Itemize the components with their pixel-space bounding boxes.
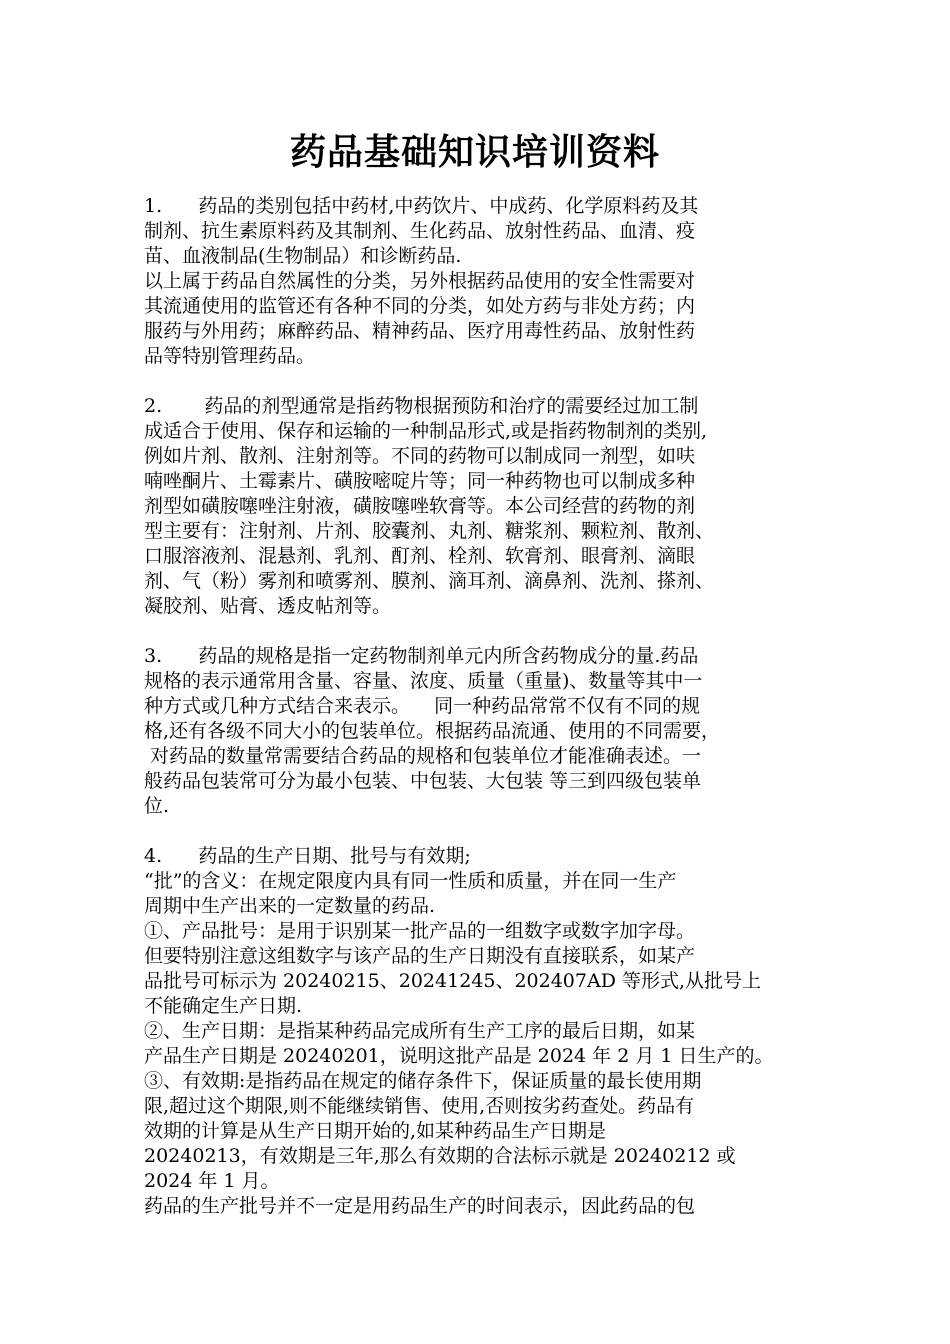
- text-line: 凝胶剂、贴膏、透皮帖剂等。: [144, 595, 392, 617]
- text-line: 对药品的数量常需要结合药品的规格和包装单位才能准确表述。一: [144, 745, 702, 767]
- paragraph: [144, 394, 824, 619]
- text-line: 3. 药品的规格是指一定药物制剂单元内所含药物成分的量.药品: [144, 645, 699, 667]
- text-line: 但要特别注意这组数字与该产品的生产日期没有直接联系，如某产: [144, 945, 696, 967]
- text-line: 喃唑酮片、土霉素片、磺胺嘧啶片等；同一种药物也可以制成多种: [144, 470, 696, 492]
- document-title: 药品基础知识培训资料: [289, 131, 660, 173]
- text-line: 不能确定生产日期.: [144, 995, 303, 1017]
- text-line: 效期的计算是从生产日期开始的,如某种药品生产日期是: [144, 1120, 607, 1142]
- paragraph: [144, 194, 824, 369]
- text-line: 2. 药品的剂型通常是指药物根据预防和治疗的需要经过加工制: [144, 395, 699, 417]
- paragraph: [144, 644, 824, 819]
- text-line: 位.: [144, 795, 170, 817]
- text-line: 剂、气（粉）雾剂和喷雾剂、膜剂、滴耳剂、滴鼻剂、洗剂、搽剂、: [144, 570, 715, 592]
- text-line: 苗、血液制品(生物制品）和诊断药品.: [144, 245, 462, 267]
- paragraph-gap: [144, 619, 824, 644]
- text-line: 剂型如磺胺噻唑注射液，磺胺噻唑软膏等。本公司经营的药物的剂: [144, 495, 696, 517]
- paragraph: [144, 844, 824, 1219]
- text-line: 种方式或几种方式结合来表示。 同一种药品常常不仅有不同的规: [144, 695, 701, 717]
- text-line: 格,还有各级不同大小的包装单位。根据药品流通、使用的不同需要，: [144, 720, 721, 742]
- text-line: 品等特别管理药品。: [144, 345, 316, 367]
- text-line: ①、产品批号：是用于识别某一批产品的一组数字或数字加字母。: [144, 920, 696, 942]
- text-line: 限,超过这个期限,则不能继续销售、使用,否则按劣药查处。药品有: [144, 1095, 695, 1117]
- text-line: 2024 年 1 月。: [144, 1170, 280, 1192]
- document-body: [144, 194, 824, 1219]
- text-line: “批”的含义：在规定限度内具有同一性质和质量，并在同一生产: [144, 870, 677, 892]
- text-line: 4. 药品的生产日期、批号与有效期;: [144, 845, 471, 867]
- text-line: 般药品包装常可分为最小包装、中包装、大包装 等三到四级包装单: [144, 770, 702, 792]
- text-line: 以上属于药品自然属性的分类，另外根据药品使用的安全性需要对: [144, 270, 696, 292]
- text-line: 制剂、抗生素原料药及其制剂、生化药品、放射性药品、血清、疫: [144, 220, 696, 242]
- text-line: 例如片剂、散剂、注射剂等。不同的药物可以制成同一剂型，如呋: [144, 445, 696, 467]
- text-line: 成适合于使用、保存和运输的一种制品形式,或是指药物制剂的类别,: [144, 420, 708, 442]
- text-line: 产品生产日期是 20240201，说明这批产品是 2024 年 2 月 1 日生产的。: [144, 1045, 774, 1067]
- text-line: 型主要有：注射剂、片剂、胶囊剂、丸剂、糖浆剂、颗粒剂、散剂、: [144, 520, 715, 542]
- text-line: 1. 药品的类别包括中药材,中药饮片、中成药、化学原料药及其: [144, 195, 699, 217]
- text-line: 品批号可标示为 20240215、20241245、202407AD 等形式,从批号上: [144, 970, 762, 992]
- text-line: 其流通使用的监管还有各种不同的分类，如处方药与非处方药；内: [144, 295, 696, 317]
- text-line: 药品的生产批号并不一定是用药品生产的时间表示，因此药品的包: [144, 1195, 696, 1217]
- text-line: 服药与外用药；麻醉药品、精神药品、医疗用毒性药品、放射性药: [144, 320, 696, 342]
- paragraph-gap: [144, 819, 824, 844]
- text-line: 20240213，有效期是三年,那么有效期的合法标示就是 20240212 或: [144, 1145, 736, 1167]
- text-line: 周期中生产出来的一定数量的药品.: [144, 895, 436, 917]
- text-line: ②、生产日期：是指某种药品完成所有生产工序的最后日期，如某: [144, 1020, 696, 1042]
- text-line: 规格的表示通常用含量、容量、浓度、质量（重量)、数量等其中一: [144, 670, 703, 692]
- paragraph-gap: [144, 369, 824, 394]
- text-line: 口服溶液剂、混悬剂、乳剂、酊剂、栓剂、软膏剂、眼膏剂、滴眼: [144, 545, 696, 567]
- text-line: ③、有效期:是指药品在规定的储存条件下，保证质量的最长使用期: [144, 1070, 702, 1092]
